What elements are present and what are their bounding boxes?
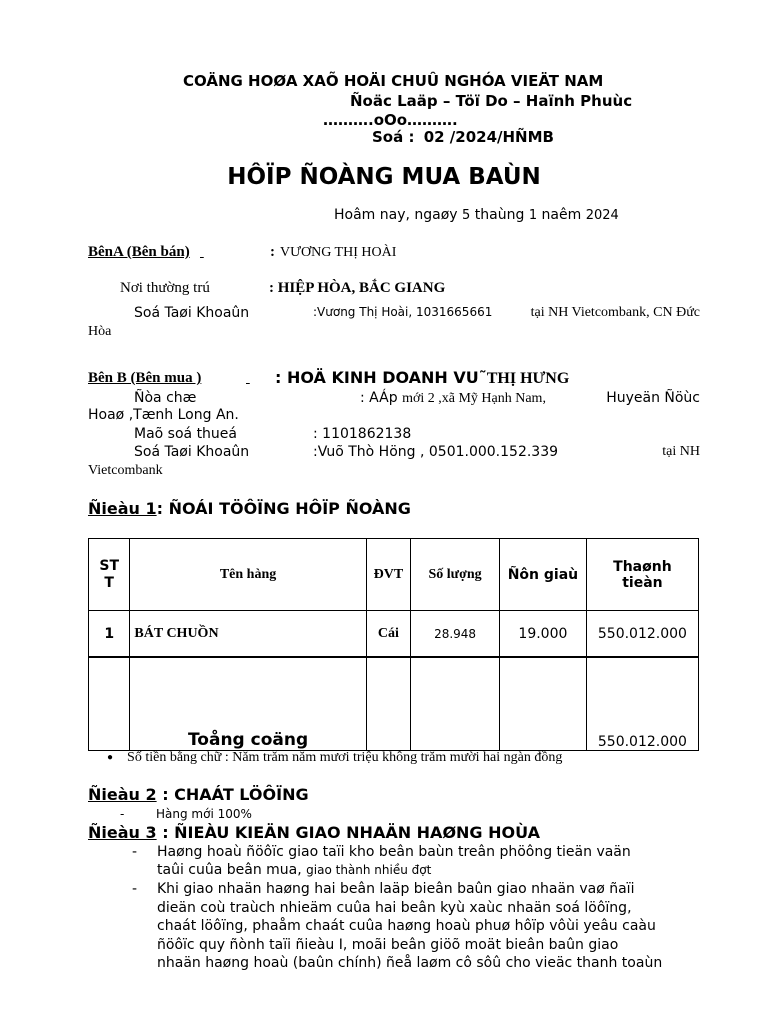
dash-bullet-icon: - <box>132 844 138 860</box>
header-divider: ……….oOo………. <box>323 111 458 129</box>
col-header-unit: ĐVT <box>366 539 410 611</box>
article-3-item-1-line-2b: giao thành nhiều đợt <box>306 863 432 877</box>
article-1-title: : ÑOÁI TÖÔÏNG HÔÏP ÑOÀNG <box>156 499 411 518</box>
party-a-label: BênA (Bên bán) <box>88 244 190 260</box>
document-number <box>372 128 554 146</box>
article-2-item-text: Hàng mới 100% <box>156 807 252 821</box>
sub-motto: Ñoäc Laäp – Töï Do – Haïnh Phuùc <box>350 92 633 110</box>
date-text-3: naêm <box>541 207 582 223</box>
bullet-icon: ● <box>107 752 114 763</box>
article-3-number: Ñieàu 3 <box>88 823 157 842</box>
total-empty-cell <box>500 657 587 751</box>
doc-number-label: Soá : <box>372 128 415 146</box>
article-3-title: : ÑIEÀU KIEÄN GIAO NHAÄN HAØNG HOÙA <box>156 823 541 842</box>
party-b-label-underline <box>246 370 268 387</box>
col-header-item-name: Tên hàng <box>130 539 366 611</box>
article-1-heading <box>88 499 411 518</box>
total-empty-cell <box>366 657 410 751</box>
date-month: 1 <box>528 208 538 223</box>
col-header-stt: ST T <box>89 539 130 611</box>
article-2-title: : CHAÁT LÖÔÏNG <box>156 785 309 804</box>
table-total-row <box>89 657 699 751</box>
party-a-colon: : <box>270 244 275 260</box>
party-b-account-bank-name: Vietcombank <box>88 463 163 478</box>
cell-quantity: 28.948 <box>411 611 500 658</box>
party-a-label-underline <box>200 244 272 261</box>
party-b-account-label: Soá Taøi Khoaûn <box>134 444 250 460</box>
article-3-item-2-line-3: chaát löôïng, phaåm chaát cuûa haøng hoaù phuø hôïp vôùi yeâu caàu <box>157 918 656 934</box>
article-3-item-2-line-5: nhaän haøng hoaù (baûn chính) ñeå laøm cô sôû cho vieäc thanh toaùn <box>157 955 663 971</box>
cell-unit: Cái <box>366 611 410 658</box>
national-motto: COÄNG HOØA XAÕ HOÄI CHUÛ NGHÓA VIEÄT NAM <box>183 72 604 90</box>
article-3-item-1-line-1: Haøng hoaù ñöôïc giao taïi kho beân baùn treân phöông tieän vaän <box>157 844 631 860</box>
party-b-address-value <box>360 390 700 407</box>
party-b-name-prefix: : HOÄ KINH DOANH VU˜ <box>275 368 487 387</box>
article-1-number: Ñieàu 1 <box>88 499 157 518</box>
date-text-1: Hoâm nay, ngaøy <box>334 207 458 223</box>
party-b-address-label: Ñòa chæ <box>134 390 197 406</box>
party-a-account-number: :Vương Thị Hoài, 1031665661 <box>313 305 493 319</box>
table-header-row <box>89 539 699 611</box>
dash-bullet-icon: - <box>120 807 125 821</box>
article-2-item <box>120 807 252 821</box>
cell-unit-price: 19.000 <box>500 611 587 658</box>
dash-bullet-icon: - <box>132 881 138 897</box>
party-b-address-line2: Hoaø ,Tænh Long An. <box>88 407 239 423</box>
article-3-item-2-line-4: ñöôïc quy ñònh taïi ñieàu I, moãi beân giöõ moät bieân baûn giao <box>157 936 619 953</box>
party-b-tax-label: Maõ soá thueá <box>134 426 237 442</box>
article-3-item-2 <box>134 880 662 973</box>
date-line <box>334 207 619 223</box>
cell-stt: 1 <box>89 611 130 658</box>
goods-table <box>88 538 699 751</box>
amount-in-words-text: Số tiền bằng chữ : Năm trăm năm mươi triệu không trăm mười hai ngàn đồng <box>127 750 563 765</box>
article-2-number: Ñieàu 2 <box>88 785 157 804</box>
table-row <box>89 611 699 658</box>
party-a-account-bank: tại NH Vietcombank, CN Đức <box>530 305 700 320</box>
col-header-unit-price: Ñôn giaù <box>500 539 587 611</box>
total-empty-cell <box>411 657 500 751</box>
article-3-item-1-line-2a: taûi cuûa beân mua, <box>157 862 302 878</box>
article-3-item-2-line-1: Khi giao nhaän haøng hai beân laäp bieân baûn giao nhaän vaø ñaïi <box>157 881 635 897</box>
cell-item-name: BÁT CHUỒN <box>130 611 366 658</box>
party-a-residence-label: Nơi thường trú <box>120 280 210 296</box>
page-title: HÔÏP ÑOÀNG MUA BAÙN <box>227 164 541 190</box>
article-2-heading <box>88 785 309 804</box>
col-header-quantity: Số lượng <box>411 539 500 611</box>
total-empty-cell <box>89 657 130 751</box>
party-b-address-b: mới 2 ,xã Mỹ Hạnh Nam, <box>402 391 546 406</box>
article-3-item-1 <box>134 843 631 879</box>
col-header-amount: Thaønh tieàn <box>586 539 698 611</box>
party-a-account-branch: Hòa <box>88 324 112 339</box>
party-b-account-number: :Vuõ Thò Höng , 0501.000.152.339 <box>313 444 559 460</box>
party-b-label: Bên B (Bên mua ) <box>88 370 202 386</box>
party-b-tax-value: : 1101862138 <box>313 426 412 442</box>
article-3-item-2-line-2: dieän coù traùch nhieäm cuûa hai beân kyù xaùc nhaän soá löôïng, <box>157 899 632 916</box>
party-b-address-c: Huyeän Ñöùc <box>606 390 700 406</box>
date-day: 5 <box>462 208 471 223</box>
article-3-heading <box>88 823 540 842</box>
date-year: 2024 <box>585 208 619 223</box>
article-3-item-1-line-2 <box>157 861 631 879</box>
party-a-account-label: Soá Taøi Khoaûn <box>134 305 250 321</box>
party-b-address-a: : AÁp <box>360 390 398 406</box>
doc-number-value: 02 /2024/HÑMB <box>423 128 554 146</box>
party-b-name-suffix: THỊ HƯNG <box>486 370 570 387</box>
party-b-account-value <box>313 444 700 460</box>
party-b-account-bank: tại NH <box>662 444 700 459</box>
party-a-account-value <box>313 305 700 321</box>
party-a-residence: : HIỆP HÒA, BẮC GIANG <box>269 280 446 296</box>
date-text-2: thaùng <box>474 207 525 223</box>
cell-amount: 550.012.000 <box>586 611 698 658</box>
total-value: 550.012.000 <box>586 657 698 751</box>
amount-in-words <box>107 750 562 766</box>
total-label: Toång coäng <box>130 657 366 751</box>
party-b-name <box>275 368 569 388</box>
party-a-name: VƯƠNG THỊ HOÀI <box>280 245 397 260</box>
